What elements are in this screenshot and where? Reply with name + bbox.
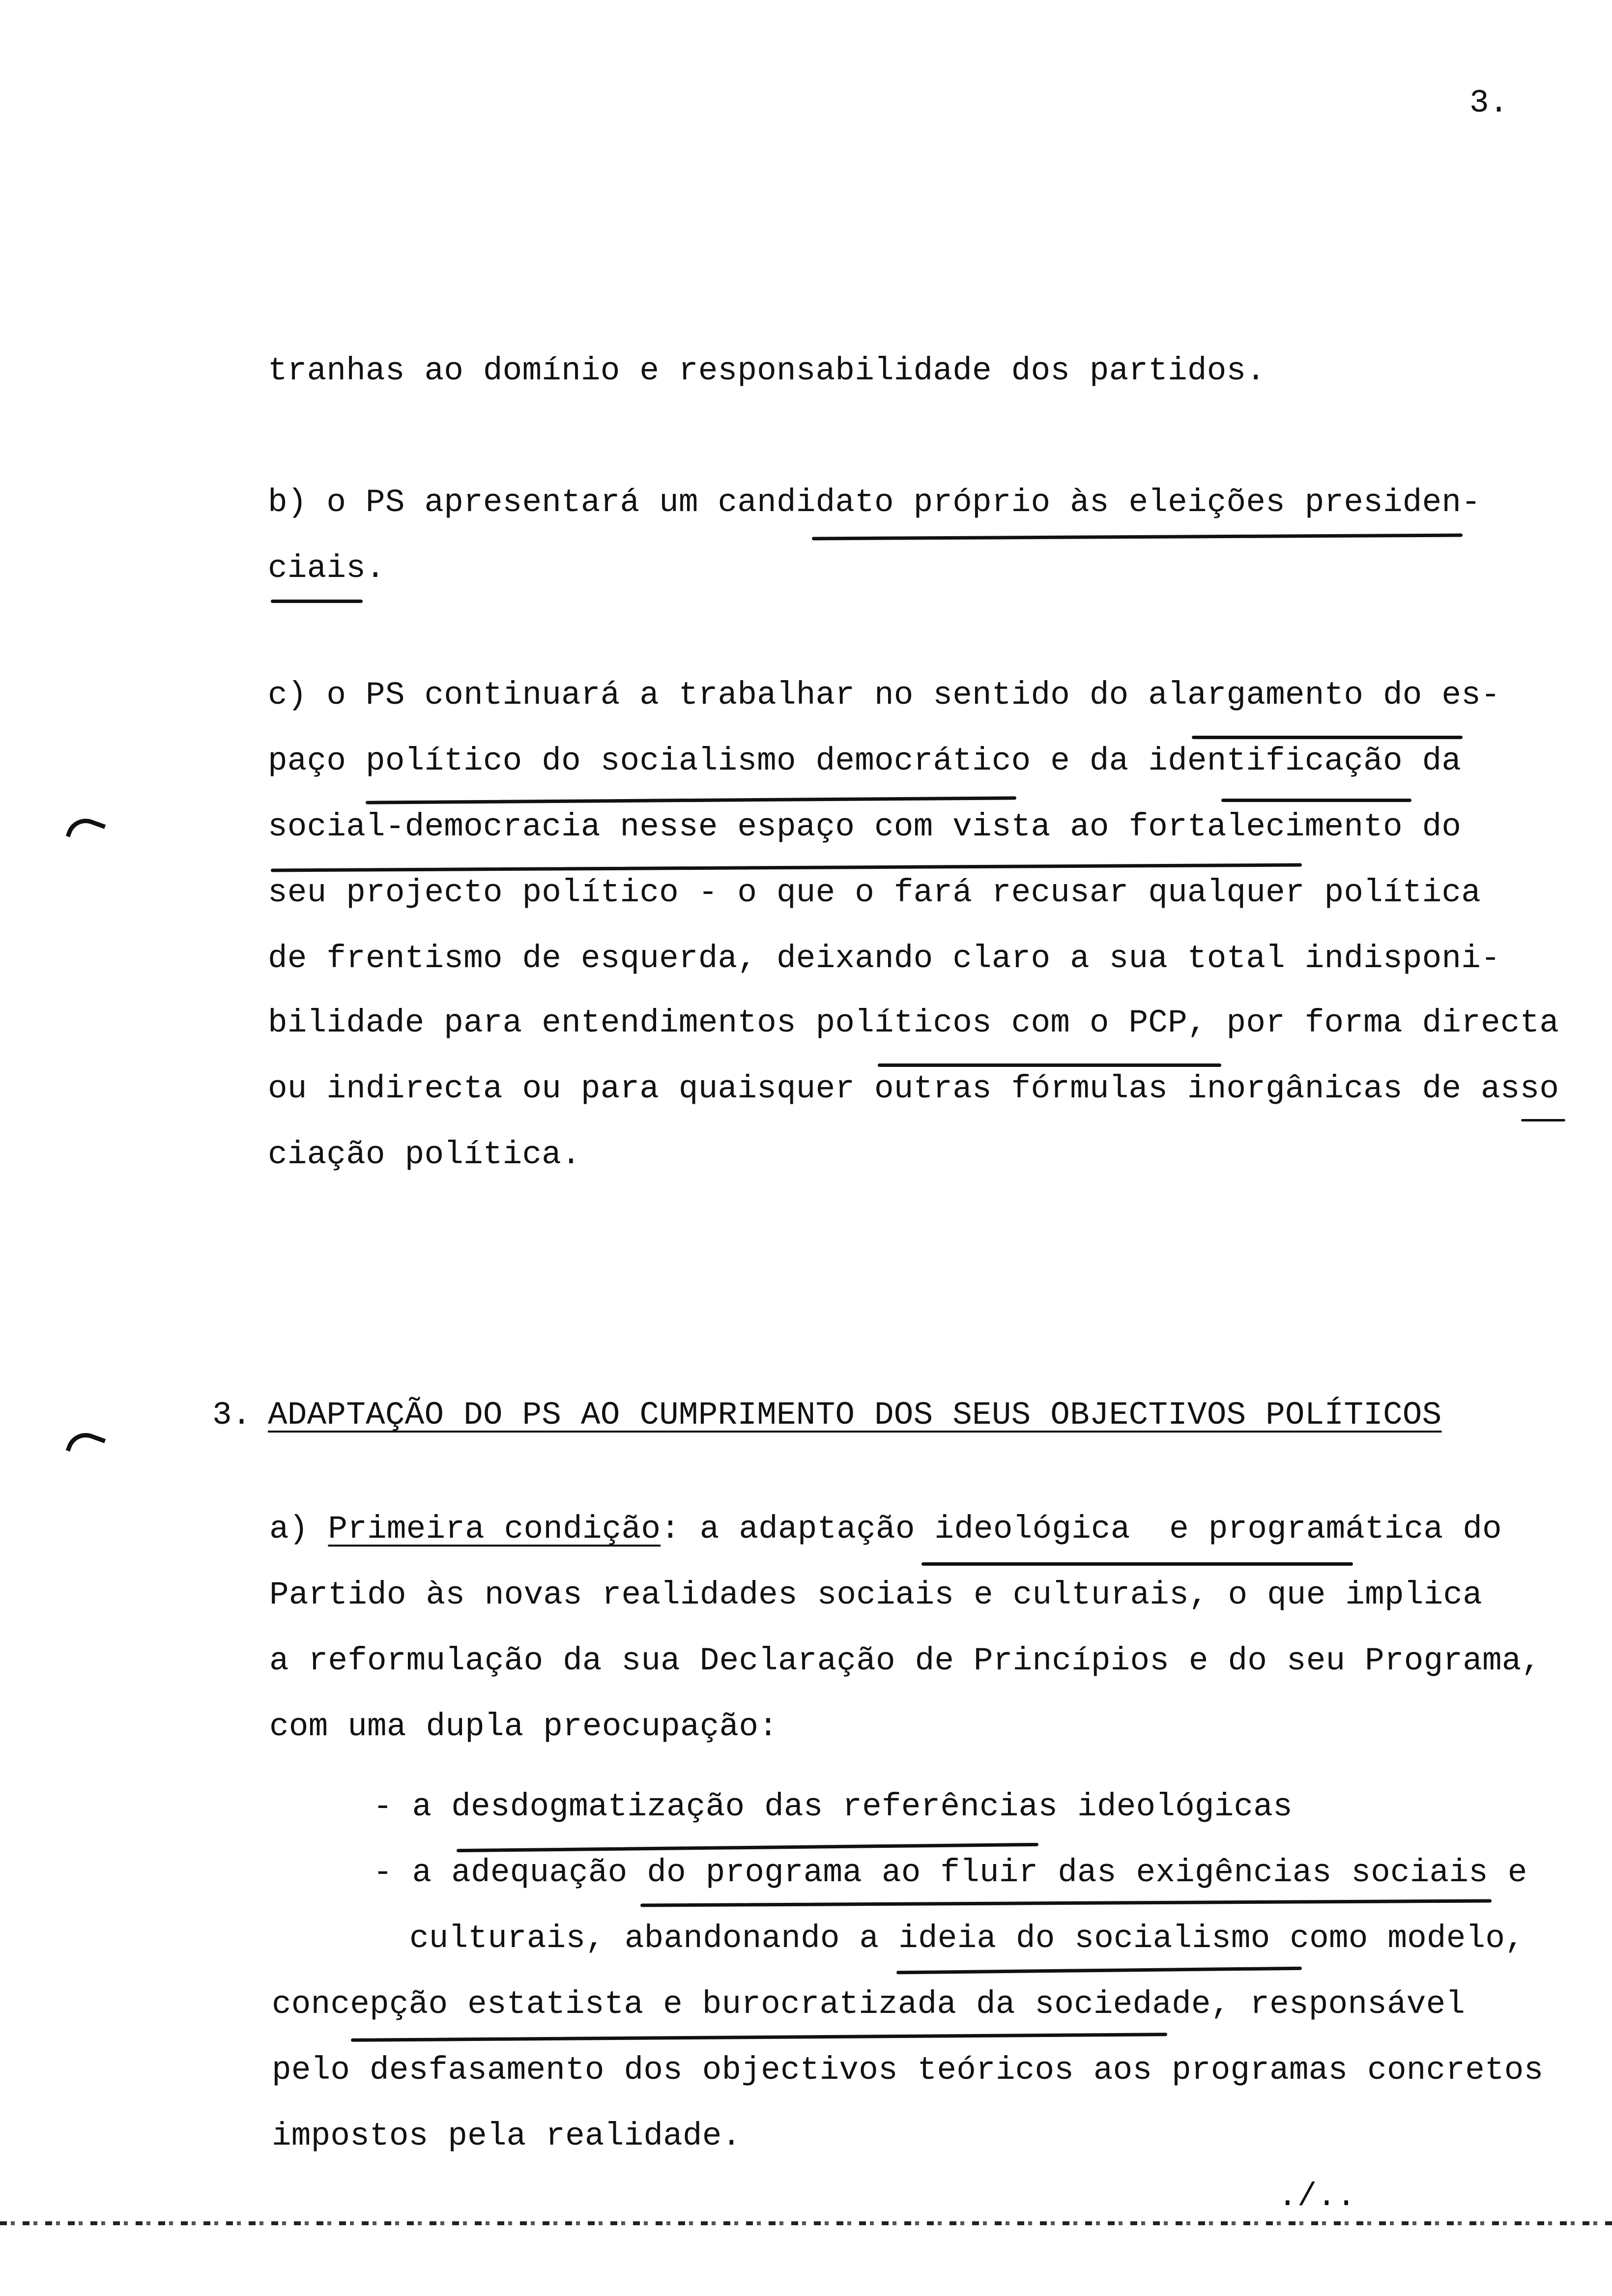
handwritten-underline [271, 600, 363, 603]
handwritten-underline [878, 1063, 1221, 1067]
text-line: ciais. [268, 550, 385, 587]
scan-edge-noise [0, 2221, 1612, 2225]
margin-bracket-mark [66, 813, 106, 848]
section-heading: ADAPTAÇÃO DO PS AO CUMPRIMENTO DOS SEUS OBJECTIVOS POLÍTICOS [268, 1397, 1442, 1434]
item-text: : a adaptação ideológica e programática do [661, 1511, 1502, 1548]
handwritten-underline [366, 796, 1016, 804]
text-line: social-democracia nesse espaço com vista ao fortalecimento do [268, 808, 1462, 845]
text-line: c) o PS continuará a trabalhar no sentido do alargamento do es- [268, 677, 1500, 714]
text-line: Partido às novas realidades sociais e culturais, o que implica [269, 1577, 1482, 1613]
text-line: com uma dupla preocupação: [269, 1708, 778, 1745]
text-line: b) o PS apresentará um candidato próprio às eleições presiden- [268, 484, 1481, 521]
handwritten-underline [921, 1562, 1353, 1566]
handwritten-underline [812, 534, 1463, 541]
text-line [269, 1510, 1502, 1549]
page-number: 3. [1469, 85, 1509, 121]
text-line: impostos pela realidade. [272, 2118, 742, 2154]
bullet-continuation: culturais, abandonando a ideia do socialismo como modelo, [409, 1920, 1525, 1957]
handwritten-underline [1521, 1119, 1565, 1121]
section-number: 3. [212, 1397, 252, 1434]
item-label: Primeira condição [328, 1511, 661, 1548]
margin-bracket-mark [66, 1428, 106, 1462]
handwritten-underline [457, 1843, 1038, 1852]
handwritten-underline [640, 1899, 1492, 1907]
text-line: tranhas ao domínio e responsabilidade dos partidos. [268, 352, 1266, 389]
text-line: a reformulação da sua Declaração de Princípios e do seu Programa, [269, 1642, 1541, 1679]
text-line: ciação política. [268, 1136, 581, 1173]
handwritten-underline [351, 2033, 1167, 2042]
text-line: concepção estatista e burocratizada da sociedade, responsável [272, 1986, 1466, 2023]
continuation-mark: ./.. [1278, 2178, 1356, 2215]
text-line: de frentismo de esquerda, deixando claro a sua total indisponi- [268, 940, 1500, 977]
text-line: ou indirecta ou para quaisquer outras fórmulas inorgânicas de asso [268, 1070, 1559, 1107]
bullet-line: - a adequação do programa ao fluir das exigências sociais e [373, 1854, 1527, 1891]
item-prefix: a) [269, 1511, 328, 1548]
handwritten-underline [896, 1967, 1302, 1975]
text-line: bilidade para entendimentos políticos com o PCP, por forma directa [268, 1004, 1559, 1041]
handwritten-underline [1221, 799, 1411, 802]
text-line: seu projecto político - o que o fará recusar qualquer política [268, 874, 1481, 911]
text-line: pelo desfasamento dos objectivos teóricos aos programas concretos [272, 2052, 1544, 2089]
handwritten-underline [1192, 736, 1463, 739]
handwritten-underline [271, 863, 1302, 872]
text-line: paço político do socialismo democrático e da identificação da [268, 743, 1462, 779]
bullet-line: - a desdogmatização das referências ideológicas [373, 1788, 1293, 1825]
